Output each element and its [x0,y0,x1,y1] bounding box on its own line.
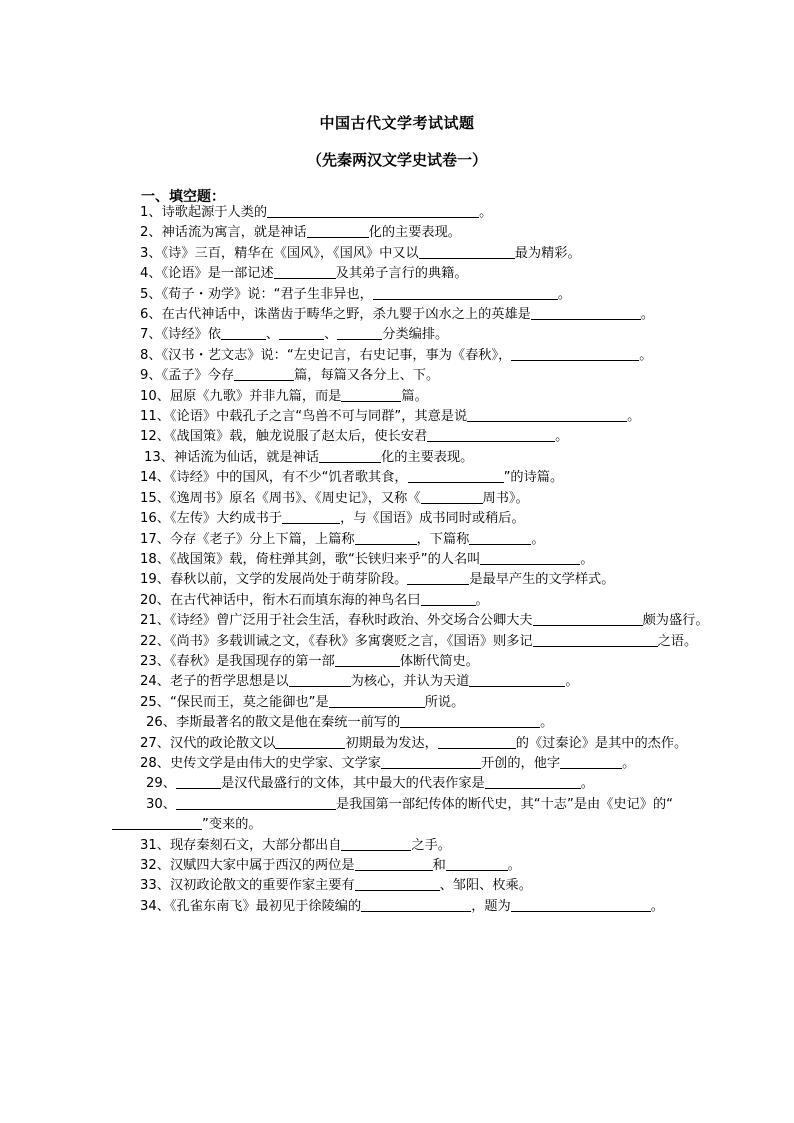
question-12: 12、《战国策》载，触龙说服了赵太后，使长安君 。 [140,429,569,445]
answer-blank[interactable] [275,734,345,749]
answer-blank[interactable] [408,468,504,483]
question-15: 15、《逸周书》原名《周书》、《周史记》，又称《 周书》。 [140,490,529,506]
question-25: 25、“保民而王，莫之能御也”是 所说。 [140,694,465,710]
answer-blank[interactable] [355,876,440,891]
answer-blank[interactable] [419,244,515,259]
answer-blank[interactable] [355,856,433,871]
answer-blank[interactable] [407,570,469,585]
question-1: 1、诗歌起源于人类的 。 [140,205,493,220]
section-heading: 一、填空题： [141,189,225,205]
question-22: 22、《尚书》多载训诫之文，《春秋》多寓褒贬之言，《国语》则多记 之语。 [140,633,698,649]
answer-blank[interactable] [112,815,202,830]
answer-blank[interactable] [279,325,324,340]
answer-blank[interactable] [355,530,417,545]
answer-blank[interactable] [176,795,336,810]
answer-blank[interactable] [307,223,369,238]
question-24: 24、老子的哲学思想是以 为核心，并认为天道 。 [140,674,579,690]
answer-blank[interactable] [335,652,400,667]
answer-blank[interactable] [421,489,483,504]
question-3: 3、《诗》三百，精华在《国风》，《国风》中又以 最为精彩。 [140,245,581,261]
page-subtitle: （先秦两汉文学史试卷一） [306,151,487,169]
question-7: 7、《诗经》依 、 、 分类编排。 [140,327,449,343]
answer-blank[interactable] [560,754,622,769]
question-9: 9、《孟子》今存 篇，每篇又各分上、下。 [140,368,440,384]
answer-blank[interactable] [533,632,658,647]
answer-blank[interactable] [267,203,479,218]
answer-blank[interactable] [341,387,401,402]
answer-blank[interactable] [531,305,641,320]
question-23: 23、《春秋》是我国现存的第一部 体断代简史。 [140,653,479,669]
answer-blank[interactable] [469,672,565,687]
question-21: 21、《诗经》曾广泛用于社会生活，春秋时政治、外交场合公卿大夫 颇为盛行。 [140,613,709,629]
page-title: 中国古代文学考试试题 [319,114,475,132]
answer-blank[interactable] [289,672,351,687]
answer-blank[interactable] [361,897,471,912]
answer-blank[interactable] [221,325,266,340]
question-13: 13、神话流为仙话，就是神话 化的主要表现。 [144,449,474,465]
answer-blank[interactable] [480,550,580,565]
question-17: 17、今存《老子》分上下篇，上篇称 ，下篇称 。 [140,531,545,547]
question-33: 33、汉初政论散文的重要作家主要有 、邹阳、枚乘。 [140,878,532,894]
question-27: 27、汉代的政论散文以 初期最为发达， 的《过秦论》是其中的杰作。 [140,735,688,751]
answer-blank[interactable] [511,346,639,361]
question-4: 4、《论语》是一部记述 及其弟子言行的典籍。 [140,266,468,282]
question-19: 19、春秋以前，文学的发展尚处于萌芽阶段。 是最早产生的文学样式。 [140,572,615,588]
question-5: 5、《荀子・劝学》说：“君子生非异也， 。 [140,286,571,302]
question-34: 34、《孔雀东南飞》最初见于徐陵编的 ，题为 。 [140,898,664,914]
answer-blank[interactable] [341,836,411,851]
question-30: 30、 是我国第一部纪传体的断代史，其“十志”是由《史记》的“”变来的。 [112,795,758,836]
answer-blank[interactable] [533,611,643,626]
question-31: 31、现存秦刻石文，大部分都出自 之手。 [140,837,451,853]
answer-blank[interactable] [373,285,558,300]
answer-blank[interactable] [234,366,294,381]
answer-blank[interactable] [467,407,627,422]
question-18: 18、《战国策》载，倚柱弹其剑，歌“长铗归来乎”的人名叫 。 [140,551,594,567]
answer-blank[interactable] [485,774,581,789]
question-6: 6、在古代神话中，诛凿齿于畴华之野，杀九婴于凶水之上的英雄是 。 [140,307,655,323]
answer-blank[interactable] [337,325,382,340]
answer-blank[interactable] [511,897,651,912]
answer-blank[interactable] [421,591,476,606]
answer-blank[interactable] [329,693,425,708]
question-14: 14、《诗经》中的国风，有不少“饥者歌其食， ”的诗篇。 [140,470,564,486]
question-2: 2、神话流为寓言，就是神话 化的主要表现。 [140,225,461,241]
question-8: 8、《汉书・艺文志》说：“左史记言，右史记事，事为《春秋》， 。 [140,347,653,363]
answer-blank[interactable] [446,856,508,871]
answer-blank[interactable] [438,734,516,749]
question-10: 10、屈原《九歌》并非九篇，而是 篇。 [140,388,428,404]
answer-blank[interactable] [282,509,340,524]
answer-blank[interactable] [469,530,531,545]
answer-blank[interactable] [381,754,481,769]
question-28: 28、史传文学是由伟大的史学家、文学家 开创的，他字 。 [140,755,636,771]
answer-blank[interactable] [427,427,555,442]
answer-blank[interactable] [274,264,336,279]
question-20: 20、在古代神话中，衔木石而填东海的神鸟名曰 。 [140,592,489,608]
answer-blank[interactable] [319,448,381,463]
question-16: 16、《左传》大约成书于 ，与《国语》成书同时或稍后。 [140,511,525,527]
answer-blank[interactable] [400,713,540,728]
question-11: 11、《论语》中载孔子之言“鸟兽不可与同群”，其意是说 。 [140,409,641,425]
question-list [112,203,758,917]
answer-blank[interactable] [176,774,221,789]
question-26: 26、李斯最著名的散文是他在秦统一前写的 。 [146,715,554,731]
question-29: 29、 是汉代最盛行的文体，其中最大的代表作家是 。 [146,776,594,792]
question-32: 32、汉赋四大家中属于西汉的两位是 和 。 [140,858,521,873]
